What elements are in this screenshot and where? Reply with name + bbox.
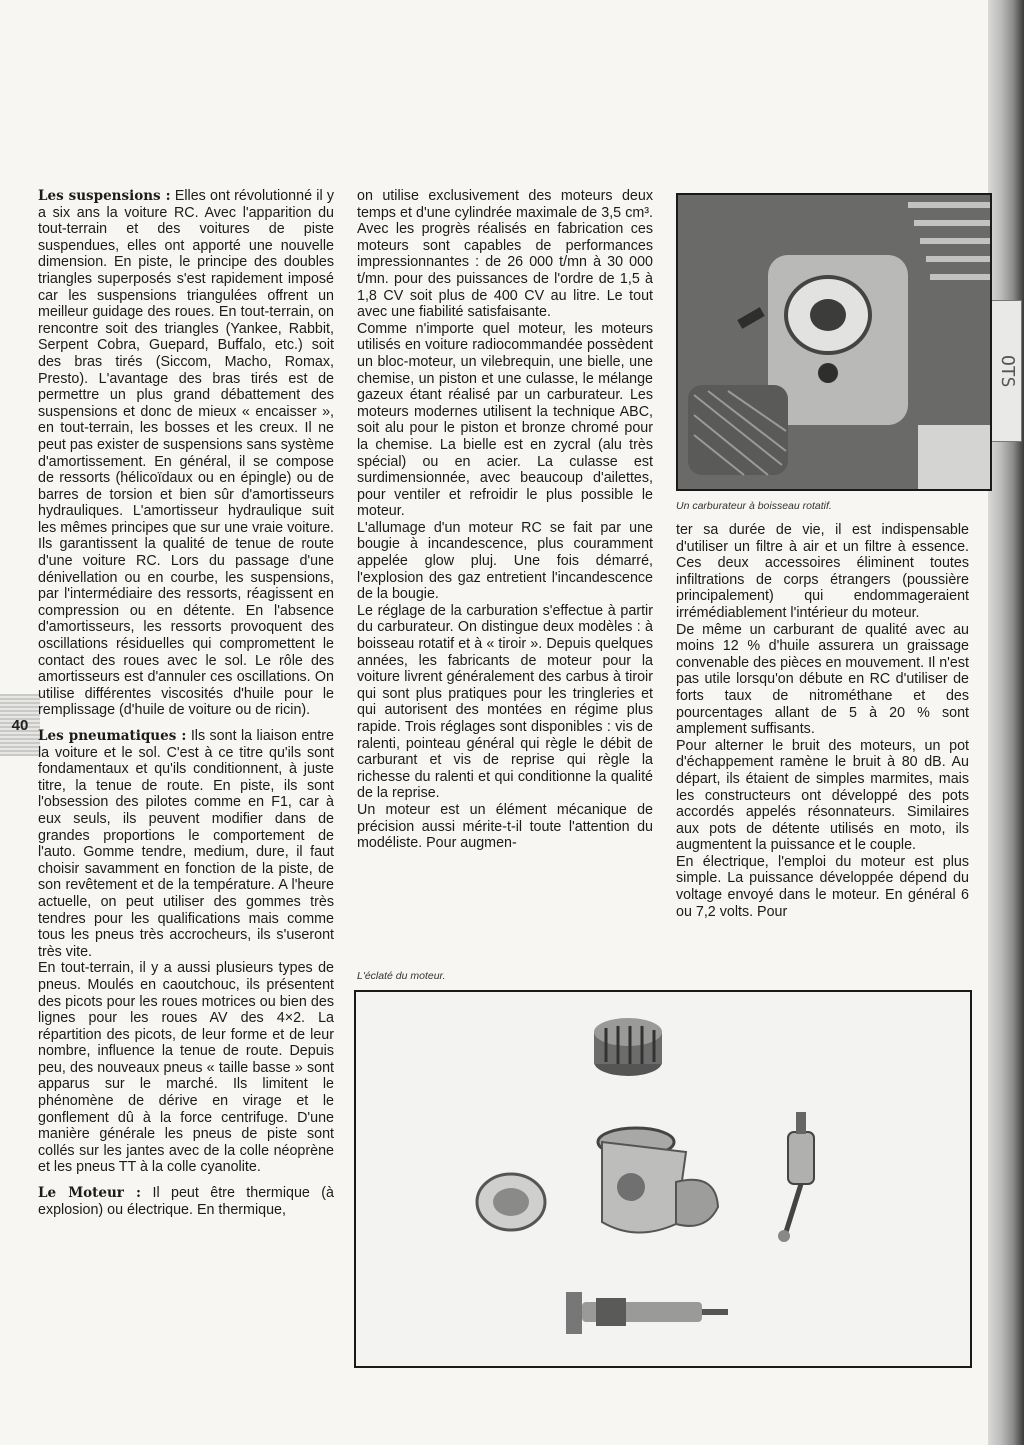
engine-caption: L'éclaté du moteur. — [357, 970, 446, 982]
carburetor-caption: Un carburateur à boisseau rotatif. — [676, 500, 832, 512]
engine-exploded-photo — [354, 990, 972, 1368]
column-1 — [38, 188, 334, 1218]
column-2 — [357, 188, 653, 852]
paragraph: Pour alterner le bruit des moteurs, un pot d'échappement ramène le bruit à 80 dB. Au départ, ils étaient de simples marmites, mais les constructeurs ont développé des pots accordés appelés résonnateurs. Similaires aux pots de détente utilisés en moto, ils augmentent la puissance et le couple. — [676, 737, 969, 854]
paragraph: Le réglage de la carburation s'effectue à partir du carburateur. On distingue deux modèles : à boisseau rotatif et à « tiroir ». Depuis quelques années, les fabricants de moteur pour la voiture livrent généralement des carbus à tiroir qui sont plus pratiques pour les tringleries et qui autorisent des montées en régime plus rapide. Trois réglages sont disponibles : vis de ralenti, pointeau général qui règle le débit de carburant et vis de reprise qui règle la richesse du ralenti et qui conditionne la qualité de la reprise. — [357, 602, 653, 802]
suspensions-paragraph — [38, 188, 334, 719]
moteur-body: Il peut être thermique (à explosion) ou électrique. En thermique, — [38, 1185, 334, 1218]
paragraph: De même un carburant de qualité avec au moins 12 % d'huile assurera un graissage convenable des pièces en mouvement. Il n'est pas utile lorsqu'on débute en RC d'utiliser de forts taux de nitrométhane et des pourcentages allant de 5 à 20 % sont amplement suffisants. — [676, 621, 969, 738]
paragraph: ter sa durée de vie, il est indispensable d'utiliser un filtre à air et un filtre à essence. Ces deux accessoires éliminent toutes infiltrations de corps étrangers (poussière principalement) qui endommageraient irrémédiablement l'intérieur du moteur. — [676, 522, 969, 621]
pneumatiques-body: Ils sont la liaison entre la voiture et le sol. C'est à ce titre qu'ils sont fondamentaux et qu'ils conditionnent, à juste titre, la tenue de route. En piste, ils sont l'obsession des pilotes comme en F1, car à eux seuls, ils peuvent modifier dans de grandes proportions le comportement de l'auto. Gomme tendre, medium, dure, il faut choisir savamment en fonction de la piste, de son revêtement et de la température. A l'heure actuelle, on peut utiliser des gommes très tendres pour les qualifications mais comme tous les pneus très accrocheurs, ils s'useront très vite. — [38, 728, 334, 960]
edge-letters: OTS — [990, 300, 1022, 442]
paragraph: L'allumage d'un moteur RC se fait par une bougie à incandescence, plus couramment appelée glow pluj. Une fois démarré, l'explosion des gaz entretient l'incandescence de la bougie. — [357, 519, 653, 603]
paragraph: Un moteur est un élément mécanique de précision aussi mérite-t-il toute l'attention du modéliste. Pour augmen- — [357, 801, 653, 852]
paragraph: on utilise exclusivement des moteurs deux temps et d'une cylindrée maximale de 3,5 cm³. Avec les progrès réalisés en fabrication ces moteurs sont capables de performances impressionnantes : de 26 000 t/mn à 30 000 t/mn. pour des puissances de l'ordre de 1,5 à 1,8 CV soit plus de 400 CV au litre. Le tout avec une fiabilité satisfaisante. — [357, 188, 653, 321]
pneumatiques-tt-paragraph: En tout-terrain, il y a aussi plusieurs types de pneus. Moulés en caoutchouc, ils présentent des picots pour les roues motrices ou bien des lignes pour les roues AV des 4×2. La répartition des picots, de leur forme et de leur nombre, influence la tenue de route. Depuis peu, des nouveaux pneus « taille basse » sont apparus sur le marché. Ils limitent le phénomène de dérive en virage et le gonflement dû à la force centrifuge. D'une manière générale les pneus de piste sont collés sur les jantes avec de la colle néoprène et les pneus TT à la colle cyanolite. — [38, 960, 334, 1176]
next-page-edge — [988, 0, 1024, 1445]
page-number: 40 — [11, 716, 29, 734]
suspensions-body: Elles ont révolutionné il y a six ans la voiture RC. Avec l'apparition du tout-terrain et des voitures de piste suspendues, elles ont apporté une nouvelle dimension. En piste, le principe des doubles triangles superposés s'est rapidement imposé car les suspensions triangulées offrent un meilleur guidage des roues. En tout-terrain, on rencontre soit des triangles (Yankee, Rabbit, Serpent Cobra, Guepard, Buffalo, etc.) soit des bras tirés (Siccom, Macho, Romax, Presto). L'avantage des bras tirés est de permettre un plus grand débattement des suspensions et donc de mieux « encaisser », en tout-terrain, les bosses et les creux. Il ne peut pas exister de suspensions sans système d'amortissement. En général, il se compose de ressorts (hélicoïdaux ou en épingle) ou de barres de torsion et bien sûr d'amortisseurs hydrauliques. L'amortisseur hydraulique suit les mêmes principes que sur une vraie voiture. Ils garantissent la qualité de tenue de route d'une voiture RC. Lors du passage d'une dénivellation ou en courbe, les suspensions, par l'intermédiaire des ressorts, réagissent en compression ou en détente. En l'absence d'amortisseurs, les ressorts provoquent des oscillations résiduelles qui compromettent le contact des roues avec le sol. Le rôle des amortisseurs est d'annuler ces oscillations. On utilise différentes viscosités d'huile pour le remplissage (d'huile de voiture ou de ricin). — [38, 188, 334, 719]
moteur-paragraph — [38, 1185, 334, 1218]
paragraph: En électrique, l'emploi du moteur est plus simple. La puissance développée dépend du voltage envoyé dans le moteur. En général 6 ou 7,2 volts. Pour — [676, 853, 969, 920]
moteur-heading: Le Moteur : — [38, 1185, 142, 1202]
carburetor-photo — [676, 193, 992, 491]
pneumatiques-heading: Les pneumatiques : — [38, 728, 187, 744]
paragraph: Comme n'importe quel moteur, les moteurs utilisés en voiture radiocommandée possèdent un bloc-moteur, un vilebrequin, une bielle, une chemise, un piston et une culasse, le mélange gazeux étant réalisé par un carburateur. Les moteurs modernes utilisent la technique ABC, soit alu pour le piston et bronze chromé pour la chemise. La bielle est en zycral (alu très spécial) ou en acier. La culasse est surdimensionnée, avec beaucoup d'ailettes, pour ventiler et refroidir le plus possible le moteur. — [357, 320, 653, 520]
page-number-tab — [0, 694, 40, 756]
suspensions-heading: Les suspensions : — [38, 188, 171, 204]
column-3 — [676, 522, 969, 920]
pneumatiques-paragraph — [38, 728, 334, 960]
